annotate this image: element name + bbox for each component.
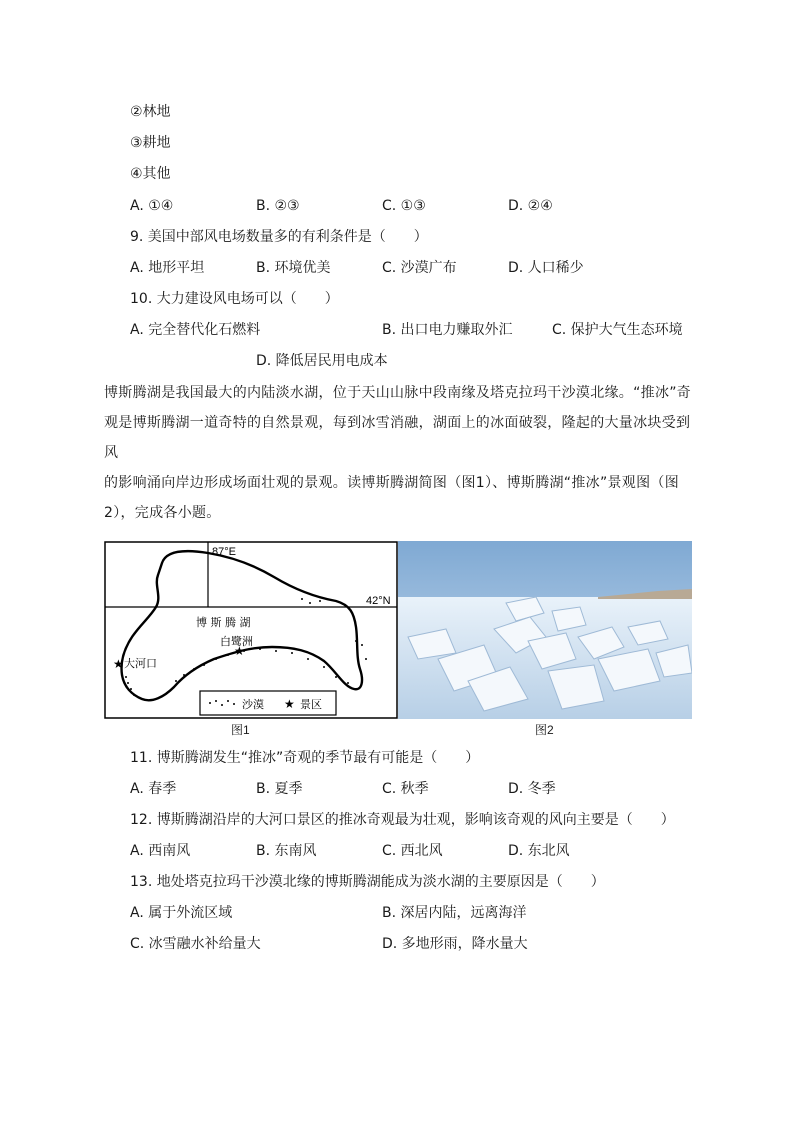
option-line: ④其他: [130, 166, 171, 182]
q9-choice-a: A. 地形平坦: [130, 260, 205, 276]
bosten-lake-map: [104, 541, 398, 719]
longitude-label: 87°E: [212, 546, 236, 558]
q8-choice-d: D. ②④: [508, 198, 553, 214]
q8-choice-a: A. ①④: [130, 198, 174, 214]
dahekou-label: 大河口: [124, 657, 157, 670]
star-icon: ★: [113, 657, 124, 671]
q13-choice-b: B. 深居内陆，远离海洋: [382, 905, 527, 921]
legend-scenic: 景区: [300, 698, 322, 711]
passage: [104, 378, 694, 528]
legend-desert: 沙漠: [242, 698, 264, 711]
q9-choice-d: D. 人口稀少: [508, 260, 584, 276]
q13-stem: 13. 地处塔克拉玛干沙漠北缘的博斯腾湖能成为淡水湖的主要原因是（ ）: [130, 874, 605, 890]
q12-choice-d: D. 东北风: [508, 843, 570, 859]
q10-choice-d: D. 降低居民用电成本: [256, 353, 388, 369]
q12-choice-b: B. 东南风: [256, 843, 317, 859]
star-icon: ★: [234, 644, 245, 658]
option-line: ②林地: [130, 104, 171, 120]
passage-line: 观是博斯腾湖一道奇特的自然景观，每到冰雪消融，湖面上的冰面破裂，隆起的大量冰块受到风: [104, 415, 691, 461]
passage-line: 2），完成各小题。: [104, 505, 221, 521]
passage-line: 的影响涌向岸边形成场面壮观的景观。读博斯腾湖简图（图1）、博斯腾湖“推冰”景观图（图: [104, 475, 680, 491]
q9-stem: 9. 美国中部风电场数量多的有利条件是（ ）: [130, 229, 428, 245]
passage-line: 博斯腾湖是我国最大的内陆淡水湖，位于天山山脉中段南缘及塔克拉玛干沙漠北缘。“推冰”奇: [104, 385, 692, 401]
q9-choice-c: C. 沙漠广布: [382, 260, 457, 276]
q8-choice-c: C. ①③: [382, 198, 426, 214]
fig1-caption: 图1: [231, 723, 250, 737]
q12-choice-c: C. 西北风: [382, 843, 443, 859]
q13-choice-c: C. 冰雪融水补给量大: [130, 936, 261, 952]
fig2-caption: 图2: [535, 723, 554, 737]
baiguzhou-label: 白鹭洲: [220, 635, 253, 648]
q11-choice-d: D. 冬季: [508, 781, 556, 797]
q10-choice-a: A. 完全替代化石燃料: [130, 322, 261, 338]
q12-stem: 12. 博斯腾湖沿岸的大河口景区的推冰奇观最为壮观，影响该奇观的风向主要是（ ）: [130, 812, 675, 828]
q11-choice-a: A. 春季: [130, 781, 177, 797]
latitude-label: 42°N: [366, 595, 391, 607]
q9-choice-b: B. 环境优美: [256, 260, 331, 276]
q11-choice-c: C. 秋季: [382, 781, 429, 797]
q12-choice-a: A. 西南风: [130, 843, 191, 859]
lake-label: 博 斯 腾 湖: [196, 616, 251, 629]
q8-choice-b: B. ②③: [256, 198, 300, 214]
ice-push-photo: [398, 541, 692, 719]
q13-choice-d: D. 多地形雨，降水量大: [382, 936, 528, 952]
q11-stem: 11. 博斯腾湖发生“推冰”奇观的季节最有可能是（ ）: [130, 750, 480, 766]
star-icon: ★: [284, 697, 295, 711]
option-line: ③耕地: [130, 135, 171, 151]
q10-stem: 10. 大力建设风电场可以（ ）: [130, 291, 339, 307]
q13-choice-a: A. 属于外流区域: [130, 905, 233, 921]
q10-choice-c: C. 保护大气生态环境: [552, 322, 683, 338]
q11-choice-b: B. 夏季: [256, 781, 303, 797]
q10-choice-b: B. 出口电力赚取外汇: [382, 322, 513, 338]
